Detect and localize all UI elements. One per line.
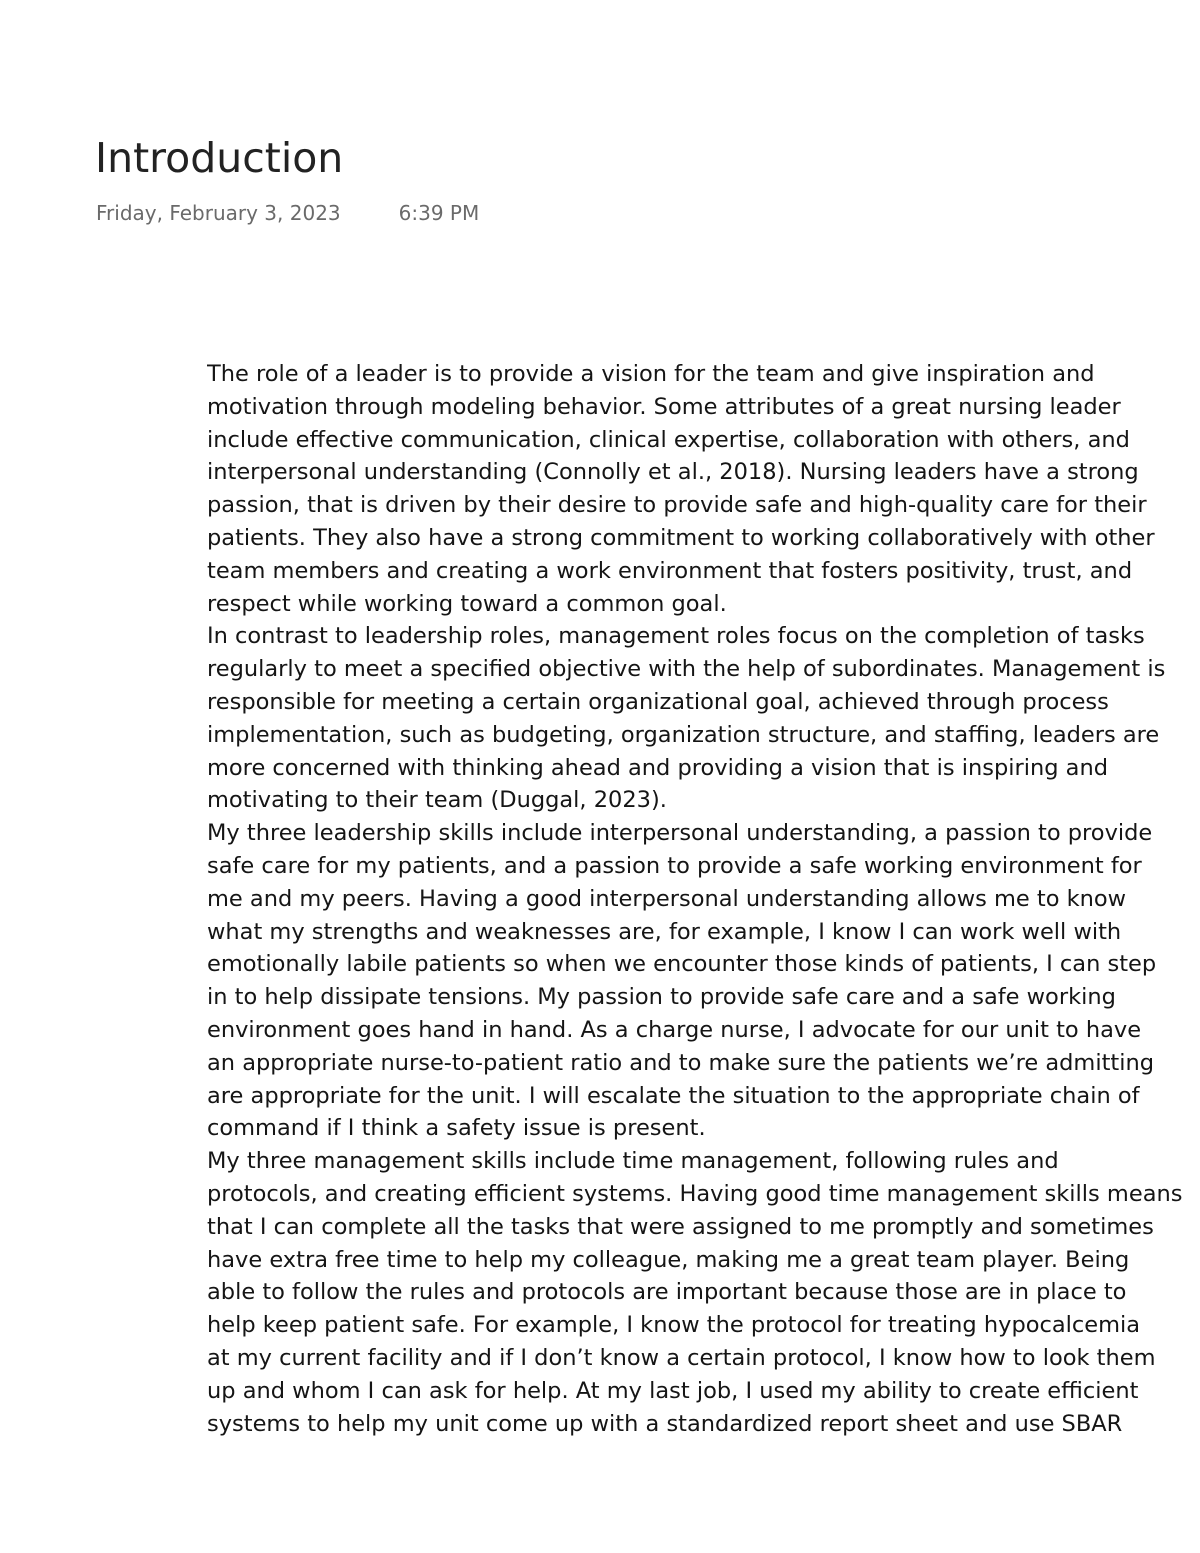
body-text-line: responsible for meeting a certain organizational goal, achieved through process (207, 688, 1109, 715)
body-text-line: team members and creating a work environment that fosters positivity, trust, and (207, 557, 1133, 584)
page-time: 6:39 PM (398, 201, 480, 225)
body-text-line: implementation, such as budgeting, organization structure, and staffing, leaders are (207, 721, 1160, 748)
body-text-line: The role of a leader is to provide a vision for the team and give inspiration and (207, 361, 1095, 387)
body-text-line: patients. They also have a strong commitment to working collaboratively with other (207, 524, 1155, 551)
body-text-line: able to follow the rules and protocols are important because those are in place to (207, 1279, 1127, 1306)
body-text-line: what my strengths and weaknesses are, for example, I know I can work well with (207, 918, 1122, 945)
body-text-line: interpersonal understanding (Connolly et al., 2018). Nursing leaders have a strong (207, 459, 1139, 486)
body-text-line: environment goes hand in hand. As a charge nurse, I advocate for our unit to have (207, 1016, 1142, 1043)
body-text-line: help keep patient safe. For example, I know the protocol for treating hypocalcemia (207, 1312, 1141, 1339)
body-text-line: me and my peers. Having a good interpersonal understanding allows me to know (207, 885, 1127, 912)
body-text-line: systems to help my unit come up with a standardized report sheet and use SBAR (207, 1410, 1123, 1436)
body-text-line: that I can complete all the tasks that were assigned to me promptly and sometimes (207, 1213, 1154, 1240)
page-timestamp (96, 200, 479, 226)
body-text-line: include effective communication, clinical expertise, collaboration with others, and (207, 426, 1130, 453)
body-text-line: in to help dissipate tensions. My passion to provide safe care and a safe working (207, 984, 1116, 1011)
body-text-line: My three leadership skills include interpersonal understanding, a passion to provide (207, 820, 1153, 847)
body-text-line: passion, that is driven by their desire to provide safe and high-quality care for their (207, 492, 1147, 519)
body-text-line: protocols, and creating efficient systems. Having good time management skills means (207, 1180, 1183, 1207)
body-text-line: are appropriate for the unit. I will escalate the situation to the appropriate chain of (207, 1082, 1140, 1109)
body-text-line: emotionally labile patients so when we encounter those kinds of patients, I can step (207, 951, 1157, 978)
body-text-line: My three management skills include time management, following rules and (207, 1148, 1059, 1175)
body-text-line: respect while working toward a common goal. (207, 590, 727, 617)
body-text-line: an appropriate nurse-to-patient ratio and to make sure the patients we’re admitting (207, 1049, 1155, 1076)
body-text-line: motivating to their team (Duggal, 2023). (207, 787, 667, 814)
body-text-line: more concerned with thinking ahead and providing a vision that is inspiring and (207, 754, 1109, 781)
body-text-line: up and whom I can ask for help. At my last job, I used my ability to create efficient (207, 1377, 1139, 1404)
body-text-line: regularly to meet a specified objective with the help of subordinates. Management is (207, 656, 1166, 683)
body-text-line: at my current facility and if I don’t know a certain protocol, I know how to look them (207, 1344, 1156, 1371)
body-text-line: safe care for my patients, and a passion to provide a safe working environment for (207, 852, 1142, 879)
page-date: Friday, February 3, 2023 (96, 201, 341, 225)
body-text-line: have extra free time to help my colleague, making me a great team player. Being (207, 1246, 1130, 1273)
body-text-line: In contrast to leadership roles, management roles focus on the completion of tasks (207, 623, 1145, 650)
page-title: Introduction (95, 134, 344, 182)
body-text-line: command if I think a safety issue is present. (207, 1115, 706, 1142)
note-body[interactable] (207, 358, 1200, 1436)
body-text-line: motivation through modeling behavior. Some attributes of a great nursing leader (207, 393, 1121, 420)
